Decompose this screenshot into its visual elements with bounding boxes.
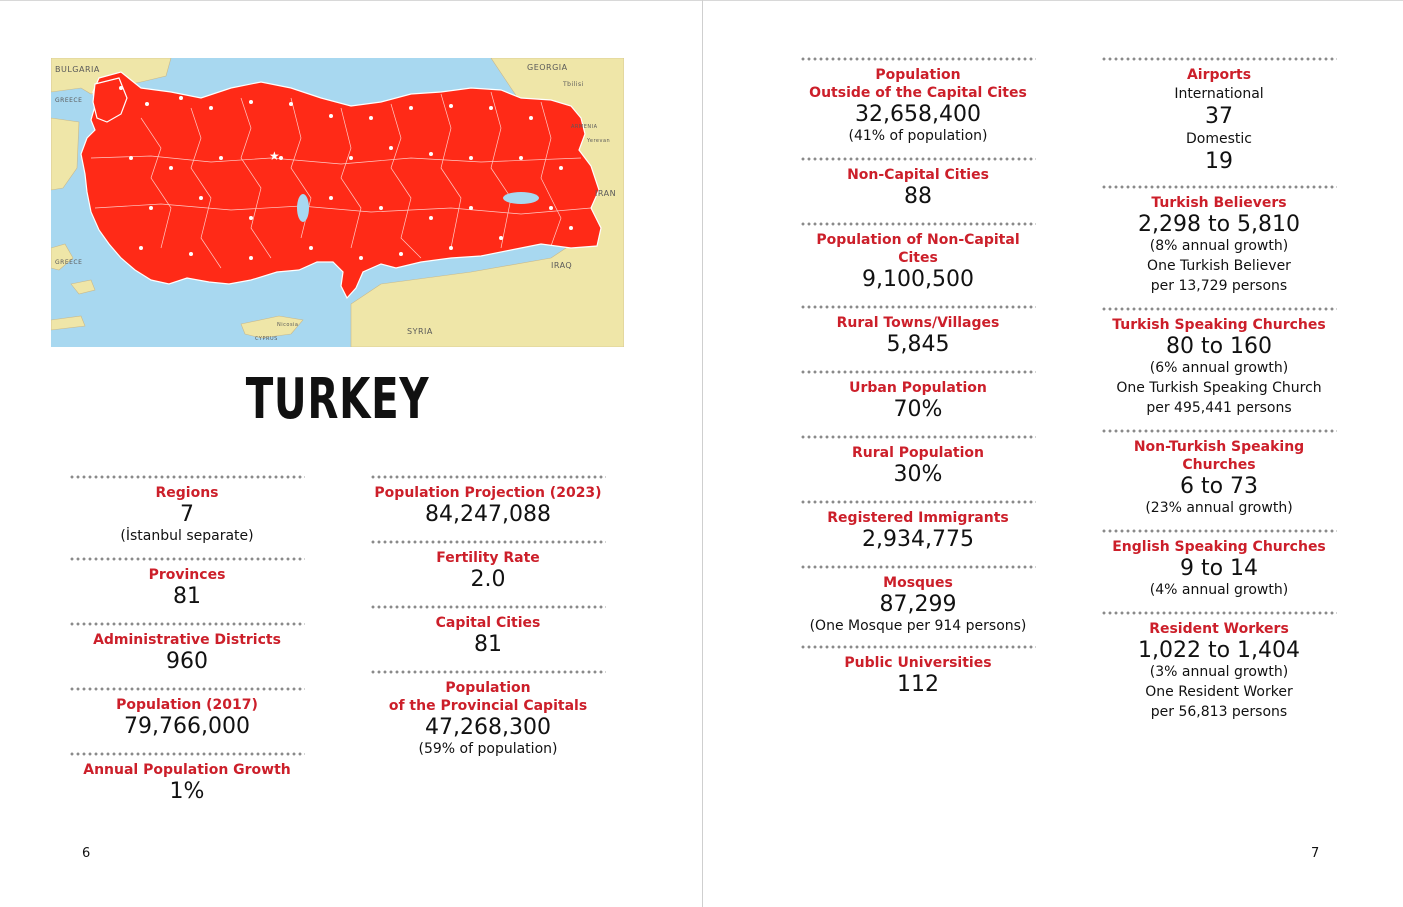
- stat-value: 88: [904, 184, 932, 209]
- map-label-yerevan: Yerevan: [587, 138, 611, 144]
- map-label-cyprus: CYPRUS: [255, 336, 278, 342]
- stat-note: (8% annual growth): [1149, 238, 1289, 254]
- map-label-syria: SYRIA: [407, 327, 433, 336]
- stat-value: 5,845: [886, 332, 950, 357]
- country-title: TURKEY: [245, 367, 430, 432]
- stat-regions: [65, 470, 309, 546]
- right-column-b: [1097, 52, 1341, 722]
- turkey-map: [51, 58, 624, 347]
- stat-value: 79,766,000: [124, 714, 250, 739]
- dotted-rule: [800, 305, 1036, 309]
- dotted-rule: [69, 622, 305, 626]
- stat-value: 70%: [893, 397, 943, 422]
- stat-label: Annual Population Growth: [83, 762, 291, 778]
- stat-note: (59% of population): [418, 741, 558, 757]
- dotted-rule: [370, 605, 606, 609]
- stat-note: (3% annual growth): [1149, 664, 1289, 680]
- stat-value: 1%: [169, 779, 205, 804]
- stat-english-speaking-churches: [1097, 524, 1341, 600]
- page-number-left: 6: [82, 846, 91, 861]
- stat-rural-towns: [796, 300, 1040, 357]
- dotted-rule: [800, 500, 1036, 504]
- stat-label-line2: of the Provincial Capitals: [388, 698, 588, 714]
- stat-label: English Speaking Churches: [1112, 539, 1326, 555]
- stat-label: Resident Workers: [1149, 621, 1289, 637]
- stat-value: 87,299: [879, 592, 957, 617]
- stat-value-international: 37: [1205, 104, 1233, 129]
- stat-value: 30%: [893, 462, 943, 487]
- stat-label: Population: [875, 67, 961, 83]
- dotted-rule: [800, 57, 1036, 61]
- right-column-a: [796, 52, 1040, 697]
- stat-label: Rural Towns/Villages: [836, 315, 1000, 331]
- stat-provincial-capitals-population: [366, 665, 610, 759]
- stat-public-universities: [796, 640, 1040, 697]
- dotted-rule: [800, 645, 1036, 649]
- stat-label: Airports: [1186, 67, 1252, 83]
- map-label-bulgaria: BULGARIA: [55, 65, 100, 74]
- map-label-iraq: IRAQ: [551, 261, 573, 270]
- stat-label: Non-Turkish Speaking Churches: [1133, 439, 1305, 473]
- stat-sub: One Turkish Speaking Church: [1116, 380, 1322, 396]
- stat-label-line2: Outside of the Capital Cites: [809, 85, 1027, 101]
- stat-value-domestic: 19: [1205, 149, 1233, 174]
- map-label-iran: IRAN: [595, 189, 617, 198]
- stat-fertility-rate: [366, 535, 610, 592]
- stat-value: 81: [474, 632, 502, 657]
- stat-label: Rural Population: [852, 445, 984, 461]
- stat-provinces: [65, 552, 309, 609]
- capital-star-icon: ★: [269, 149, 280, 163]
- stat-urban-population: [796, 365, 1040, 422]
- stat-value: 47,268,300: [425, 715, 551, 740]
- stat-sub: per 13,729 persons: [1150, 278, 1288, 294]
- stat-mosques: [796, 560, 1040, 636]
- stat-sub: One Turkish Believer: [1147, 258, 1291, 274]
- stat-label: Turkish Believers: [1151, 195, 1287, 211]
- dotted-rule: [1101, 307, 1337, 311]
- stat-note: (41% of population): [848, 128, 988, 144]
- stat-label: Population Projection (2023): [374, 485, 602, 501]
- stat-note: (İstanbul separate): [120, 528, 254, 544]
- stat-note: (One Mosque per 914 persons): [809, 618, 1027, 634]
- dotted-rule: [69, 557, 305, 561]
- stat-label: Fertility Rate: [436, 550, 540, 566]
- stat-label: Non-Capital Cities: [847, 167, 989, 183]
- lake-van: [503, 192, 539, 204]
- stat-administrative-districts: [65, 617, 309, 674]
- left-column-a: [65, 470, 309, 804]
- map-label-georgia: GEORGIA: [527, 63, 568, 72]
- stat-value: 9 to 14: [1179, 556, 1259, 581]
- dotted-rule: [370, 540, 606, 544]
- stat-label: Registered Immigrants: [827, 510, 1009, 526]
- stat-note: (23% annual growth): [1145, 500, 1293, 516]
- stat-population-projection: [366, 470, 610, 527]
- dotted-rule: [69, 752, 305, 756]
- stat-label: Population: [445, 680, 531, 696]
- dotted-rule: [800, 370, 1036, 374]
- stat-value: 2,934,775: [862, 527, 974, 552]
- dotted-rule: [800, 435, 1036, 439]
- stat-label: Urban Population: [849, 380, 987, 396]
- stat-value: 112: [897, 672, 939, 697]
- stat-label: Public Universities: [844, 655, 992, 671]
- dotted-rule: [370, 670, 606, 674]
- stat-population-outside-capitals: [796, 52, 1040, 146]
- stat-sub-domestic: Domestic: [1186, 131, 1252, 147]
- stat-note: (6% annual growth): [1149, 360, 1289, 376]
- stat-note: (4% annual growth): [1149, 582, 1289, 598]
- stat-label: Population (2017): [116, 697, 258, 713]
- stat-turkish-believers: [1097, 180, 1341, 296]
- stat-rural-population: [796, 430, 1040, 487]
- map-label-greece-south: GREECE: [55, 259, 83, 266]
- stat-sub-international: International: [1174, 86, 1264, 102]
- stat-label: Regions: [155, 485, 219, 501]
- stat-capital-cities: [366, 600, 610, 657]
- stat-value: 2,298 to 5,810: [1137, 212, 1301, 237]
- stat-value: 80 to 160: [1165, 334, 1273, 359]
- map-label-armenia: ARMENIA: [571, 124, 598, 130]
- stat-value: 32,658,400: [855, 102, 981, 127]
- stat-label: Mosques: [883, 575, 953, 591]
- stat-sub: per 495,441 persons: [1146, 400, 1292, 416]
- stat-value: 84,247,088: [425, 502, 551, 527]
- stat-non-capital-population: [796, 217, 1040, 292]
- stat-value: 1,022 to 1,404: [1137, 638, 1301, 663]
- stat-non-capital-cities: [796, 152, 1040, 209]
- stat-population-2017: [65, 682, 309, 739]
- dotted-rule: [1101, 185, 1337, 189]
- stat-value: 7: [180, 502, 194, 527]
- stat-label: Administrative Districts: [93, 632, 281, 648]
- dotted-rule: [1101, 611, 1337, 615]
- stat-annual-population-growth: [65, 747, 309, 804]
- stat-label: Provinces: [148, 567, 226, 583]
- map-label-nicosia: Nicosia: [277, 322, 299, 328]
- stat-value: 9,100,500: [862, 267, 974, 292]
- stat-label: Population of Non-Capital Cites: [816, 232, 1020, 266]
- map-label-tbilisi: Tbilisi: [563, 81, 584, 88]
- dotted-rule: [800, 157, 1036, 161]
- stat-value: 960: [166, 649, 208, 674]
- stat-airports: [1097, 52, 1341, 174]
- stat-label: Capital Cities: [435, 615, 541, 631]
- dotted-rule: [69, 687, 305, 691]
- stat-registered-immigrants: [796, 495, 1040, 552]
- lake-tuz: [297, 194, 309, 222]
- stat-value: 2.0: [470, 567, 506, 592]
- stat-non-turkish-speaking-churches: [1097, 424, 1341, 518]
- stat-turkish-speaking-churches: [1097, 302, 1341, 418]
- dotted-rule: [1101, 429, 1337, 433]
- dotted-rule: [800, 222, 1036, 226]
- page-number-right: 7: [1311, 846, 1320, 861]
- stat-sub: One Resident Worker: [1145, 684, 1293, 700]
- stat-sub: per 56,813 persons: [1150, 704, 1288, 720]
- stat-resident-workers: [1097, 606, 1341, 722]
- dotted-rule: [69, 475, 305, 479]
- dotted-rule: [800, 565, 1036, 569]
- dotted-rule: [1101, 57, 1337, 61]
- stat-value: 81: [173, 584, 201, 609]
- stat-value: 6 to 73: [1179, 474, 1259, 499]
- dotted-rule: [1101, 529, 1337, 533]
- dotted-rule: [370, 475, 606, 479]
- page-gutter: [702, 0, 703, 907]
- left-column-b: [366, 470, 610, 759]
- stat-label: Turkish Speaking Churches: [1112, 317, 1326, 333]
- map-label-greece-north: GREECE: [55, 97, 83, 104]
